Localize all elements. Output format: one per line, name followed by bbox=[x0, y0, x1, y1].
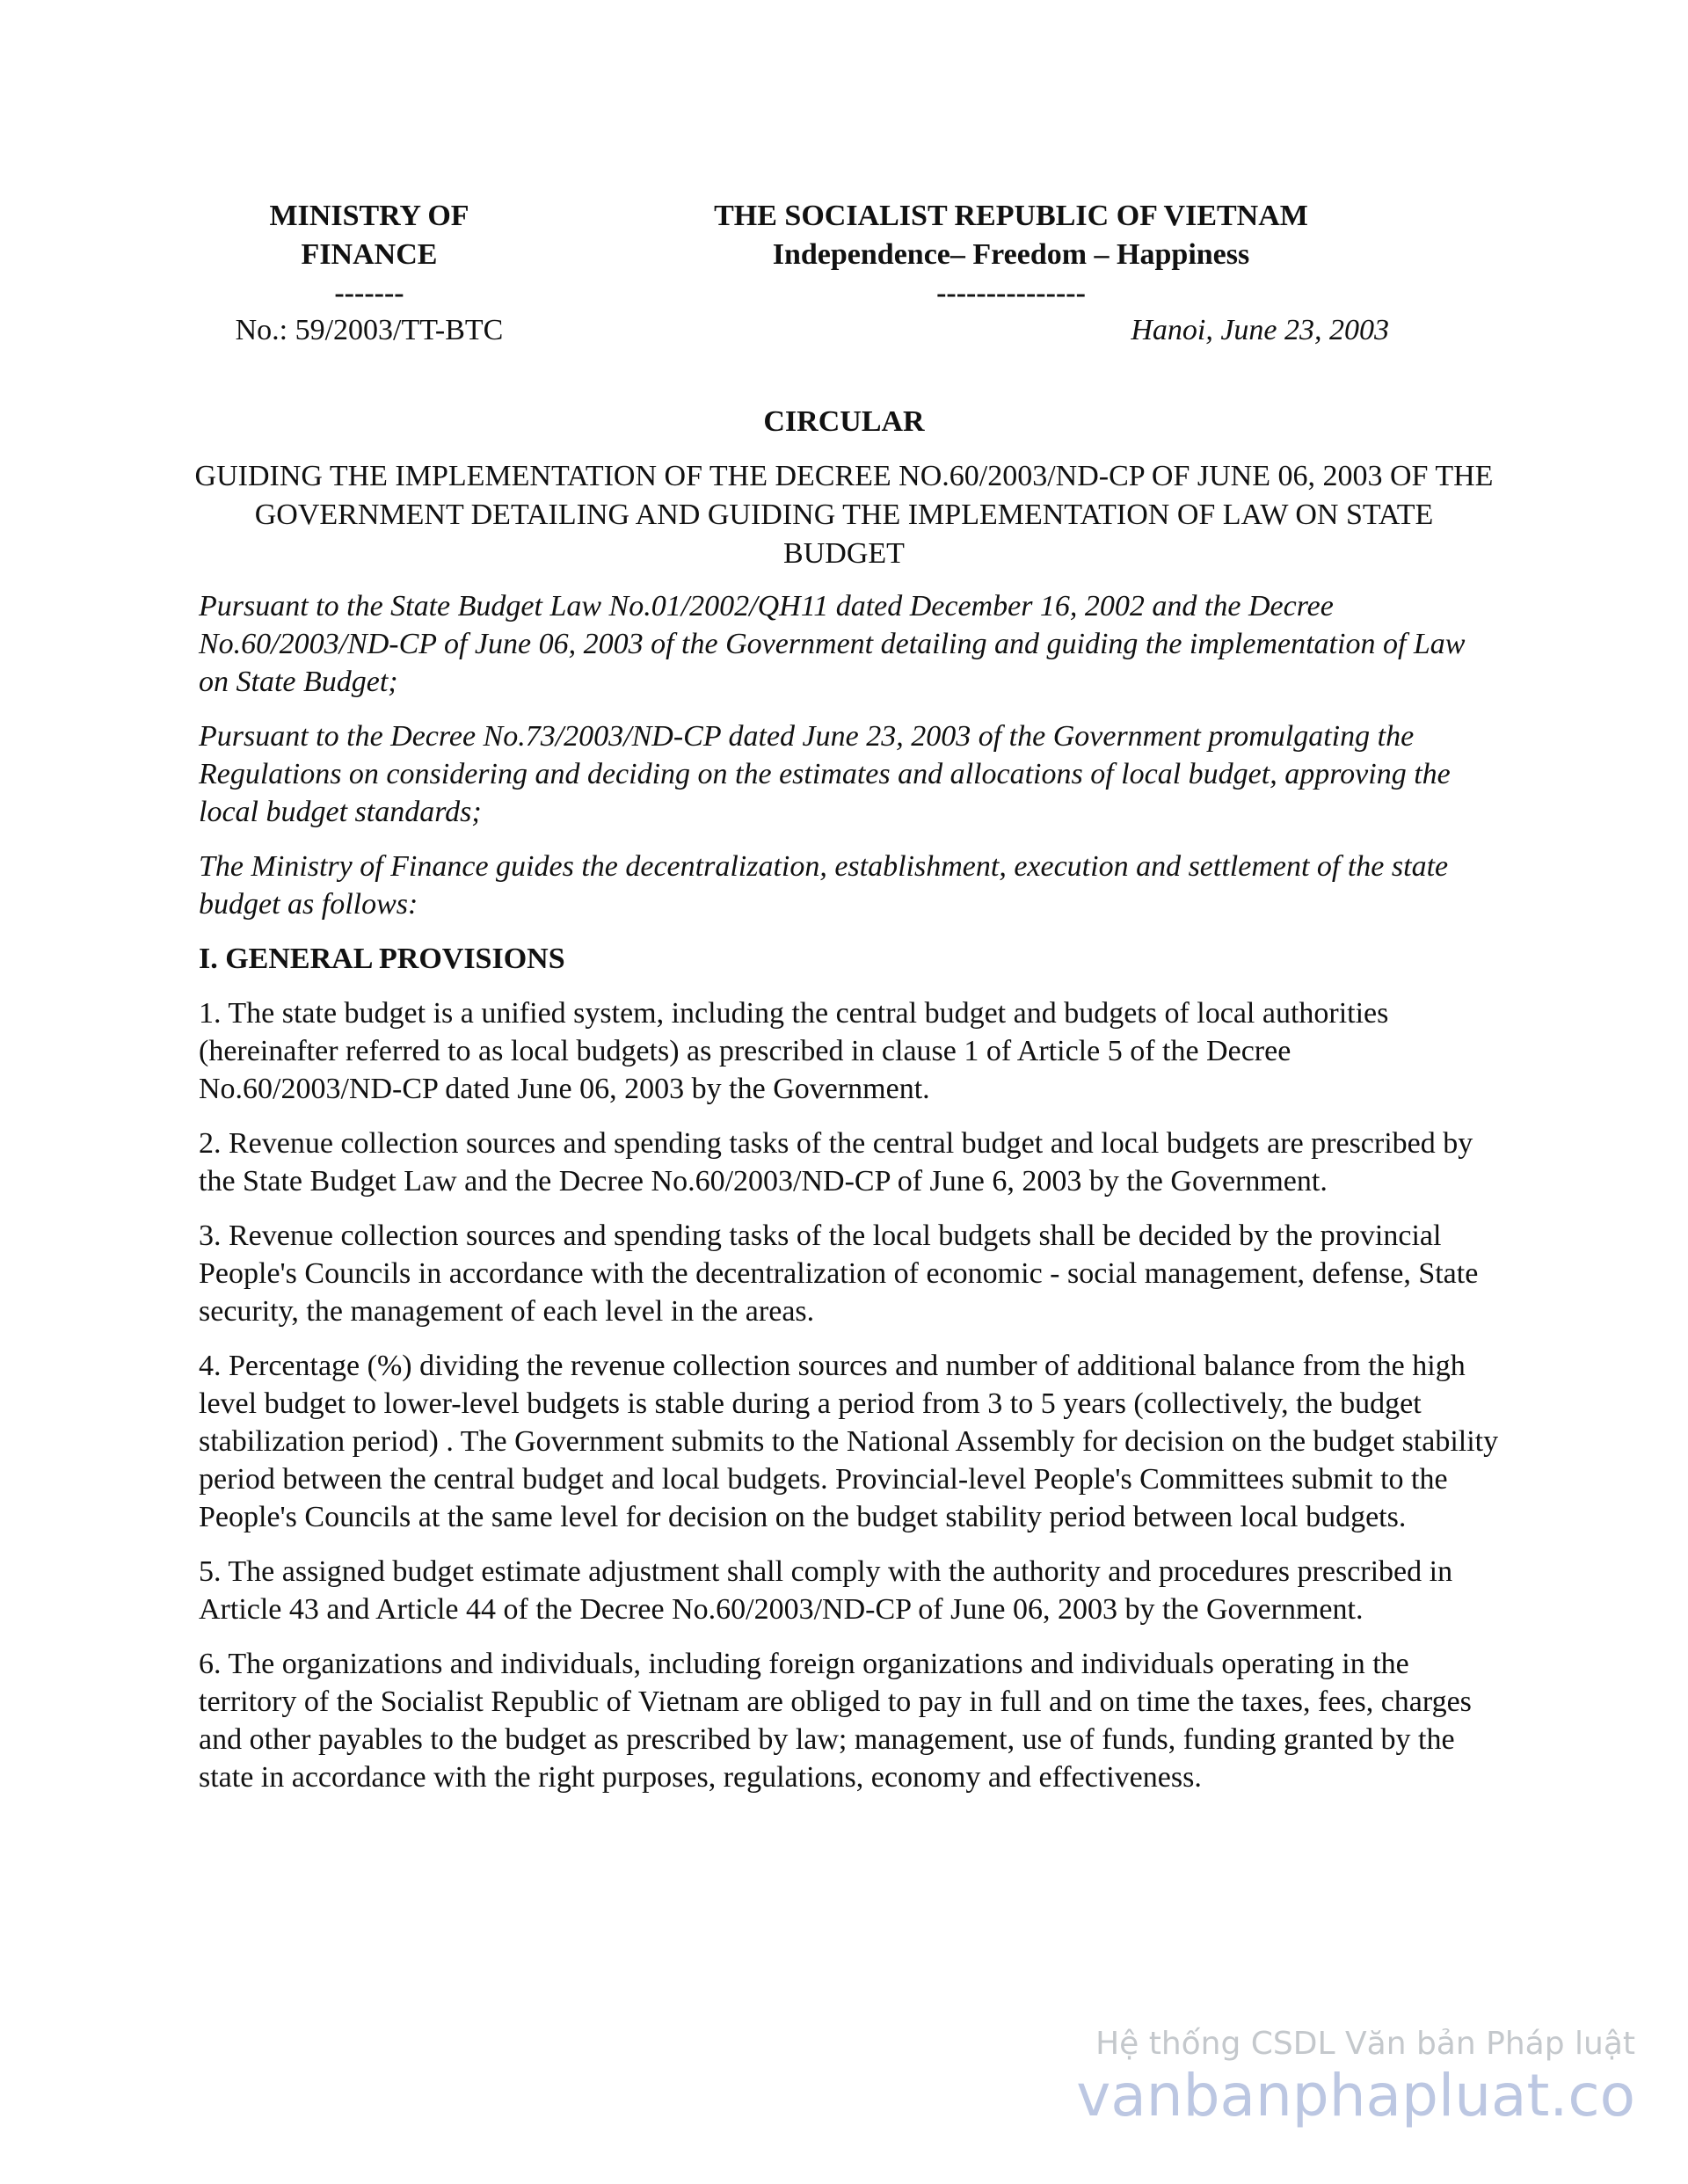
ministry-name: MINISTRY OF FINANCE bbox=[269, 200, 469, 271]
document-number: No.: 59/2003/TT-BTC bbox=[235, 314, 504, 346]
provision-paragraph: 2. Revenue collection sources and spending tasks of the central budget and local budgets are prescribed by the State Budget Law and the Decree No.60/2003/ND-CP of June 6, 2003 by the Government. bbox=[199, 1127, 1473, 1198]
section-heading: I. GENERAL PROVISIONS bbox=[199, 943, 565, 975]
document-subject: GUIDING THE IMPLEMENTATION OF THE DECREE NO.60/2003/ND-CP OF JUNE 06, 2003 OF THE GOVERNMENT DETAILING AND GUIDING THE IMPLEMENTATION OF LAW ON STATE BUDGET bbox=[194, 460, 1494, 570]
provision-paragraph: 3. Revenue collection sources and spending tasks of the local budgets shall be decided by the provincial People's Councils in accordance with the decentralization of economic - social management, defense, State security, the management of each level in the areas. bbox=[199, 1219, 1479, 1328]
watermark-site: vanbanphapluat.co bbox=[1076, 2062, 1635, 2129]
place-and-date: Hanoi, June 23, 2003 bbox=[1131, 314, 1389, 346]
provision-paragraph: 6. The organizations and individuals, including foreign organizations and individuals operating in the territory of the Socialist Republic of Vietnam are obliged to pay in full and on time the taxes, fees, charges and other payables to the budget as prescribed by law; management, use of funds, funding granted by the state in accordance with the right purposes, regulations, economy and effectiveness. bbox=[199, 1648, 1472, 1794]
document-type-heading: CIRCULAR bbox=[763, 405, 925, 438]
national-title-block bbox=[668, 197, 1354, 313]
provision-paragraph: 1. The state budget is a unified system, including the central budget and budgets of local authorities (hereinafter referred to as local budgets) as prescribed in clause 1 of Article 5 of the Decree No.60/2003/ND-CP dated June 06, 2003 by the Government. bbox=[199, 997, 1389, 1105]
provision-paragraph: 4. Percentage (%) dividing the revenue collection sources and number of additional balance from the high level budget to lower-level budgets is stable during a period from 3 to 5 years (collectively, the budget stabilization period) . The Government submits to the National Assembly for decision on the budget stability period between the central budget and local budgets. Provincial-level People's Committees submit to the People's Councils at the same level for decision on the budget stability period between local budgets. bbox=[199, 1350, 1499, 1533]
ministry-rule: ------- bbox=[334, 277, 404, 309]
preamble-paragraph: Pursuant to the Decree No.73/2003/ND-CP dated June 23, 2003 of the Government promulgating the Regulations on considering and deciding on the estimates and allocations of local budget, approving the local budget standards; bbox=[199, 720, 1451, 828]
national-motto: Independence– Freedom – Happiness bbox=[772, 238, 1250, 271]
preamble-paragraph: Pursuant to the State Budget Law No.01/2002/QH11 dated December 16, 2002 and the Decree No.60/2003/ND-CP of June 06, 2003 of the Government detailing and guiding the implementation of Law on State Budget; bbox=[199, 590, 1466, 698]
republic-name: THE SOCIALIST REPUBLIC OF VIETNAM bbox=[714, 200, 1308, 232]
preamble-paragraph: The Ministry of Finance guides the decentralization, establishment, execution and settlement of the state budget as follows: bbox=[199, 850, 1449, 921]
motto-rule: --------------- bbox=[936, 277, 1086, 309]
provision-paragraph: 5. The assigned budget estimate adjustment shall comply with the authority and procedures prescribed in Article 43 and Article 44 of the Decree No.60/2003/ND-CP of June 06, 2003 by the Government. bbox=[199, 1555, 1453, 1626]
issuing-agency-block bbox=[211, 197, 528, 313]
watermark-caption: Hệ thống CSDL Văn bản Pháp luật bbox=[1095, 2026, 1635, 2062]
document-body bbox=[199, 587, 1500, 1813]
